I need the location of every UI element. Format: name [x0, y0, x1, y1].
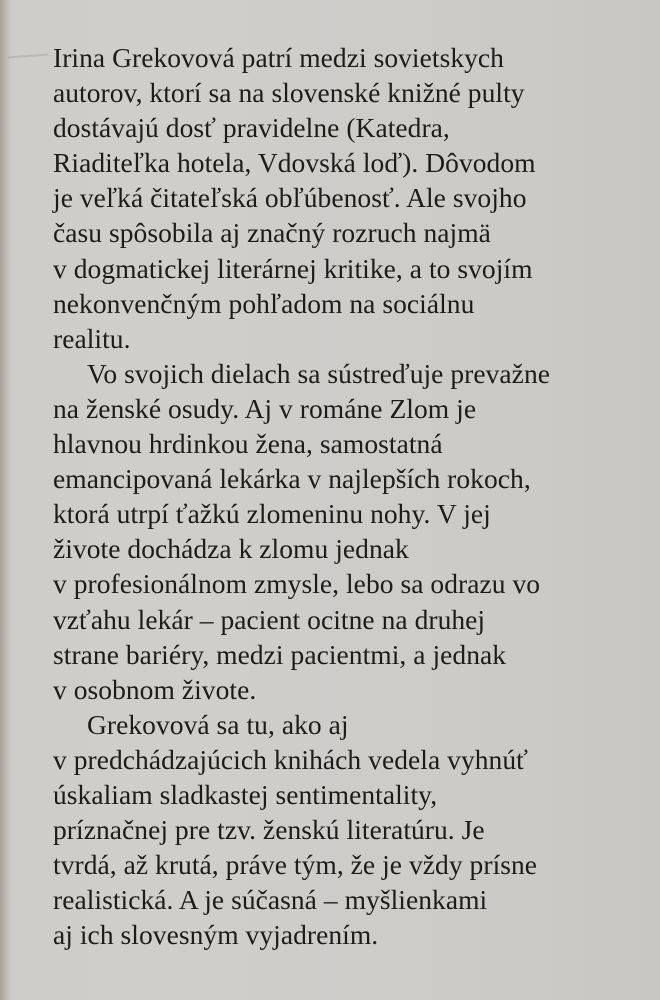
paragraph-1: [53, 40, 643, 356]
text-line: úskaliam sladkastej sentimentality,: [53, 778, 438, 810]
text-line: strane bariéry, medzi pacientmi, a jednak: [53, 638, 507, 670]
text-line: na ženské osudy. Aj v románe Zlom je: [53, 392, 477, 424]
text-line: času spôsobila aj značný rozruch najmä: [53, 217, 491, 249]
text-line: Riaditeľka hotela, Vdovská loď). Dôvodom: [53, 147, 536, 179]
text-line: realitu.: [53, 322, 131, 354]
paragraph-2: [53, 356, 643, 707]
text-line: hlavnou hrdinkou žena, samostatná: [53, 428, 443, 460]
text-line: dostávajú dosť pravidelne (Katedra,: [53, 112, 450, 144]
text-line: ktorá utrpí ťažkú zlomeninu nohy. V jej: [53, 498, 491, 530]
text-line: v osobnom živote.: [53, 673, 257, 705]
text-line: vzťahu lekár – pacient ocitne na druhej: [53, 603, 486, 635]
text-line: emancipovaná lekárka v najlepších rokoch,: [53, 463, 531, 495]
text-line: živote dochádza k zlomu jednak: [53, 533, 409, 565]
text-line: realistická. A je súčasná – myšlienkami: [53, 884, 488, 916]
page-edge: [0, 0, 10, 1000]
text-line: v predchádzajúcich knihách vedela vyhnúť: [53, 743, 528, 775]
text-line: Vo svojich dielach sa sústreďuje prevažne: [87, 357, 550, 389]
blurb-text: [53, 40, 643, 952]
text-line: príznačnej pre tzv. ženskú literatúru. Je: [53, 814, 485, 846]
text-line: tvrdá, až krutá, práve tým, že je vždy prísne: [53, 849, 538, 881]
paper-crease: [8, 54, 48, 59]
text-line: nekonvenčným pohľadom na sociálnu: [53, 287, 475, 319]
text-line: Grekovová sa tu, ako aj: [87, 708, 349, 740]
text-line: v profesionálnom zmysle, lebo sa odrazu vo: [53, 568, 541, 600]
text-line: v dogmatickej literárnej kritike, a to svojím: [53, 252, 533, 284]
text-line: aj ich slovesným vyjadrením.: [53, 919, 379, 951]
paragraph-3: [53, 707, 643, 953]
text-line: je veľká čitateľská obľúbenosť. Ale svojho: [53, 182, 527, 214]
text-line: Irina Grekovová patrí medzi sovietskych: [53, 42, 504, 73]
text-line: autorov, ktorí sa na slovenské knižné pulty: [53, 77, 525, 109]
